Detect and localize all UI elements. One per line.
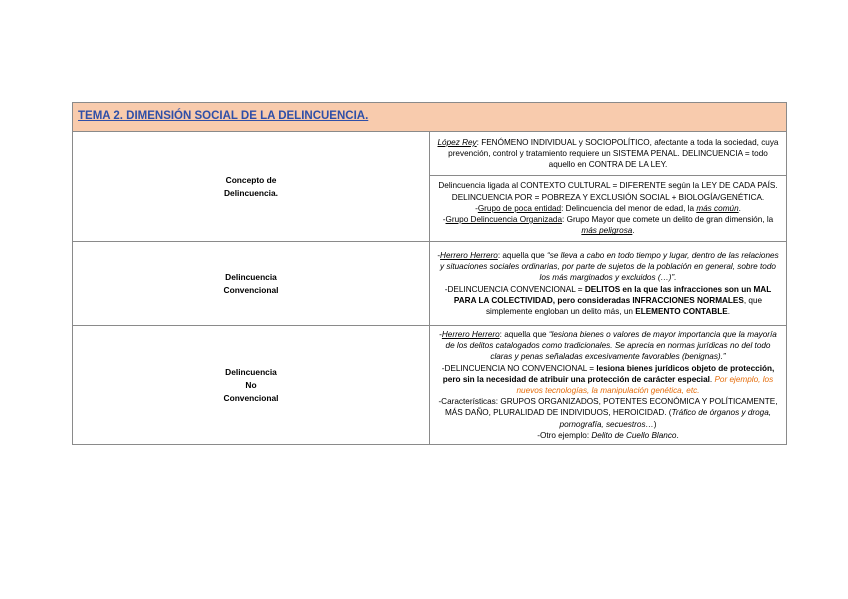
organized-group-term: Grupo Delincuencia Organizada	[445, 215, 563, 225]
small-group-term: Grupo de poca entidad	[477, 203, 562, 213]
summary-bold: lesiona bienes jurídicos objeto de protección, pero sin la necesidad de atribuir una protección de carácter especial	[442, 363, 775, 384]
causes-line: DELINCUENCIA POR = POBREZA Y EXCLUSIÓN SOCIAL + BIOLOGÍA/GENÉTICA.	[451, 192, 765, 202]
summary-lead: -DELINCUENCIA NO CONVENCIONAL =	[441, 363, 597, 373]
label-line: No	[245, 379, 257, 390]
definition-text: : FENÓMENO INDIVIDUAL y SOCIOPOLÍTICO, afectante a toda la sociedad, cuya prevención, control y tratamiento requiere un SISTEMA PENAL. DELINCUENCIA = todo aquello en CONTRA DE LA LEY.	[448, 137, 779, 170]
summary-bold: DELITOS en la que las infracciones son un MAL PARA LA COLECTIVIDAD, pero consideradas INFRACCIONES NORMALES	[453, 284, 772, 305]
small-group-line	[436, 203, 780, 214]
definition-lead: : aquella que	[497, 250, 547, 260]
example-note: Por ejemplo, los nuevos tecnologías, la manipulación genética, etc.	[516, 374, 774, 396]
no-convencional-cell	[430, 326, 787, 445]
definition-lead: : aquella que	[499, 330, 549, 339]
organized-group-text: : Grupo Mayor que comete un delito de gran dimensión, la	[562, 215, 774, 225]
characteristics-line	[436, 396, 780, 430]
organized-group-emphasis: más peligrosa	[581, 226, 633, 236]
convencional-cell	[430, 242, 787, 326]
dash: -	[439, 330, 442, 339]
label-line: Convencional	[223, 284, 279, 295]
organized-group-line	[436, 214, 780, 236]
summary-lead: -DELINCUENCIA CONVENCIONAL =	[444, 284, 585, 294]
title-row	[73, 103, 787, 132]
closing-paren: )	[653, 419, 657, 429]
label-convencional	[73, 242, 430, 326]
label-line: Delincuencia	[225, 271, 277, 282]
summary-table	[72, 102, 787, 445]
label-line: Convencional	[223, 392, 279, 403]
convencional-summary	[436, 284, 780, 318]
period: .	[676, 430, 679, 440]
definition-quote: “lesiona bienes o valores de mayor importancia que la mayoría de los delitos catalogados como tradicionales. Se aprecia en normas jurídicas no del todo claras y penas señaladas excesivamente favorables (benignas).”	[445, 330, 777, 362]
period: .	[738, 203, 741, 213]
author-name: Herrero Herrero	[440, 250, 498, 260]
dash: -	[475, 203, 478, 213]
label-no-convencional	[73, 326, 430, 445]
definition-quote: “se lleva a cabo en todo tiempo y lugar, dentro de las relaciones y situaciones sociales ordinarias, por parte de sujetos de la población en general, sobre todo los más marginados y excluidos (…)”.	[440, 250, 779, 283]
author-name: Herrero Herrero	[441, 330, 500, 339]
label-line: Delincuencia.	[224, 187, 278, 198]
author-name: López Rey	[437, 137, 477, 147]
small-group-emphasis: más común	[696, 203, 739, 213]
summary-text: , que simplemente engloban un delito más, un	[485, 295, 763, 316]
small-group-text: : Delincuencia del menor de edad, la	[561, 203, 697, 213]
dash: -	[437, 250, 441, 260]
page-title: TEMA 2. DIMENSIÓN SOCIAL DE LA DELINCUENCIA.	[78, 110, 369, 123]
no-convencional-definition	[436, 329, 780, 363]
other-example-term: Delito de Cuello Blanco	[591, 430, 677, 440]
concepto-definition	[436, 137, 780, 171]
period: .	[632, 226, 635, 236]
no-convencional-summary	[436, 363, 780, 397]
characteristics-text: -Características: GRUPOS ORGANIZADOS, POTENTES ECONÓMICA Y POLÍTICAMENTE, MÁS DAÑO, PLURALIDAD DE INDIVIDUOS, HEROICIDAD. (	[438, 397, 778, 418]
period: .	[727, 306, 731, 316]
convencional-definition	[436, 250, 780, 284]
label-line: Delincuencia	[225, 366, 277, 377]
concepto-details-cell	[430, 176, 787, 242]
concepto-definition-cell	[430, 132, 787, 176]
summary-text: .	[709, 374, 715, 384]
context-line: Delincuencia ligada al CONTEXTO CULTURAL = DIFERENTE según la LEY DE CADA PAÍS.	[438, 181, 778, 191]
label-concepto	[73, 132, 430, 242]
characteristics-examples: Tráfico de órganos y droga, pornografía, secuestros…	[559, 408, 772, 429]
dash: -	[442, 215, 446, 225]
summary-bold-end: ELEMENTO CONTABLE	[635, 306, 728, 316]
other-example-lead: -Otro ejemplo:	[537, 430, 592, 440]
label-line: Concepto de	[225, 174, 277, 185]
other-example-line	[436, 430, 780, 441]
